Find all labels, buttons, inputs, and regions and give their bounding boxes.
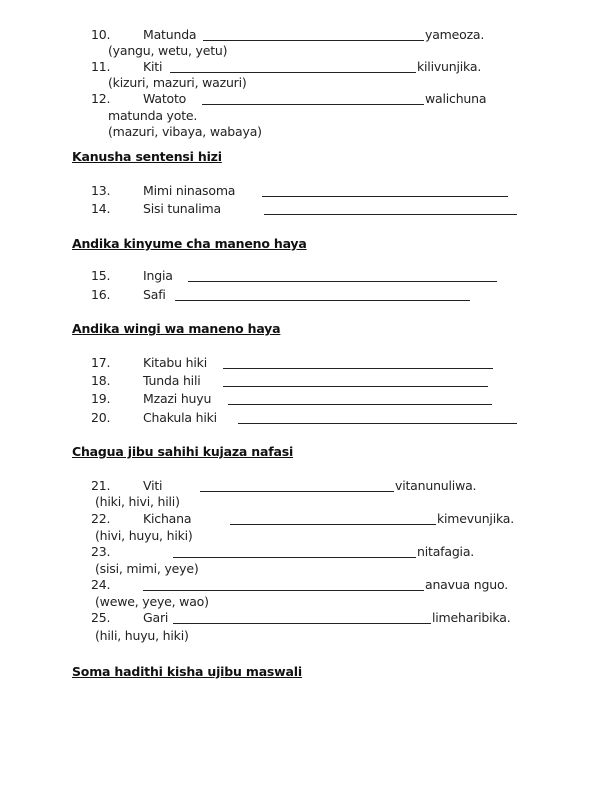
answer-options: (yangu, wetu, yetu) bbox=[108, 43, 228, 58]
question-text: Watoto bbox=[143, 91, 187, 106]
answer-blank[interactable] bbox=[238, 410, 517, 424]
question-text: Viti bbox=[143, 478, 163, 493]
question-text: Mzazi huyu bbox=[143, 391, 212, 406]
question-number: 15. bbox=[91, 268, 111, 283]
answer-blank[interactable] bbox=[262, 183, 508, 197]
question-text: Tunda hili bbox=[143, 373, 201, 388]
question-number: 14. bbox=[91, 201, 111, 216]
answer-options: (kizuri, mazuri, wazuri) bbox=[108, 75, 247, 90]
question-number: 11. bbox=[91, 59, 111, 74]
question-text-end: yameoza. bbox=[425, 27, 485, 42]
answer-blank[interactable] bbox=[188, 268, 497, 282]
answer-options: (hiki, hivi, hili) bbox=[95, 494, 180, 509]
answer-options: (mazuri, vibaya, wabaya) bbox=[108, 124, 262, 139]
question-text: Sisi tunalima bbox=[143, 201, 221, 216]
answer-blank[interactable] bbox=[230, 511, 436, 525]
question-number: 20. bbox=[91, 410, 111, 425]
answer-blank[interactable] bbox=[203, 27, 424, 41]
question-text-end: kilivunjika. bbox=[417, 59, 482, 74]
question-number: 10. bbox=[91, 27, 111, 42]
question-text: Mimi ninasoma bbox=[143, 183, 236, 198]
answer-blank[interactable] bbox=[223, 355, 493, 369]
question-text: Gari bbox=[143, 610, 169, 625]
question-text-end: walichuna bbox=[425, 91, 487, 106]
answer-blank[interactable] bbox=[175, 287, 470, 301]
question-number: 18. bbox=[91, 373, 111, 388]
answer-blank[interactable] bbox=[200, 478, 394, 492]
section-heading: Andika wingi wa maneno haya bbox=[72, 321, 281, 336]
question-text-end: limeharibika. bbox=[432, 610, 511, 625]
answer-blank[interactable] bbox=[223, 373, 488, 387]
answer-blank[interactable] bbox=[173, 610, 431, 624]
answer-blank[interactable] bbox=[173, 544, 416, 558]
answer-blank[interactable] bbox=[228, 391, 492, 405]
question-number: 25. bbox=[91, 610, 111, 625]
question-number: 17. bbox=[91, 355, 111, 370]
question-continuation: matunda yote. bbox=[108, 108, 198, 123]
answer-options: (wewe, yeye, wao) bbox=[95, 594, 209, 609]
question-text: Ingia bbox=[143, 268, 173, 283]
section-heading: Andika kinyume cha maneno haya bbox=[72, 236, 307, 251]
answer-blank[interactable] bbox=[170, 59, 416, 73]
answer-options: (hivi, huyu, hiki) bbox=[95, 528, 193, 543]
section-heading: Soma hadithi kisha ujibu maswali bbox=[72, 664, 302, 679]
question-number: 19. bbox=[91, 391, 111, 406]
question-text-end: nitafagia. bbox=[417, 544, 475, 559]
answer-options: (sisi, mimi, yeye) bbox=[95, 561, 199, 576]
question-number: 24. bbox=[91, 577, 111, 592]
question-text-end: anavua nguo. bbox=[425, 577, 508, 592]
question-number: 23. bbox=[91, 544, 111, 559]
question-text-end: vitanunuliwa. bbox=[395, 478, 477, 493]
answer-blank[interactable] bbox=[202, 91, 424, 105]
question-number: 16. bbox=[91, 287, 111, 302]
question-number: 12. bbox=[91, 91, 111, 106]
question-number: 22. bbox=[91, 511, 111, 526]
question-text: Kiti bbox=[143, 59, 163, 74]
question-text: Kichana bbox=[143, 511, 192, 526]
question-text: Matunda bbox=[143, 27, 197, 42]
answer-options: (hili, huyu, hiki) bbox=[95, 628, 189, 643]
section-heading: Kanusha sentensi hizi bbox=[72, 149, 222, 164]
section-heading: Chagua jibu sahihi kujaza nafasi bbox=[72, 444, 294, 459]
question-text: Safi bbox=[143, 287, 166, 302]
answer-blank[interactable] bbox=[143, 577, 424, 591]
question-text: Kitabu hiki bbox=[143, 355, 207, 370]
answer-blank[interactable] bbox=[264, 201, 517, 215]
question-number: 13. bbox=[91, 183, 111, 198]
question-text-end: kimevunjika. bbox=[437, 511, 515, 526]
question-text: Chakula hiki bbox=[143, 410, 217, 425]
question-number: 21. bbox=[91, 478, 111, 493]
